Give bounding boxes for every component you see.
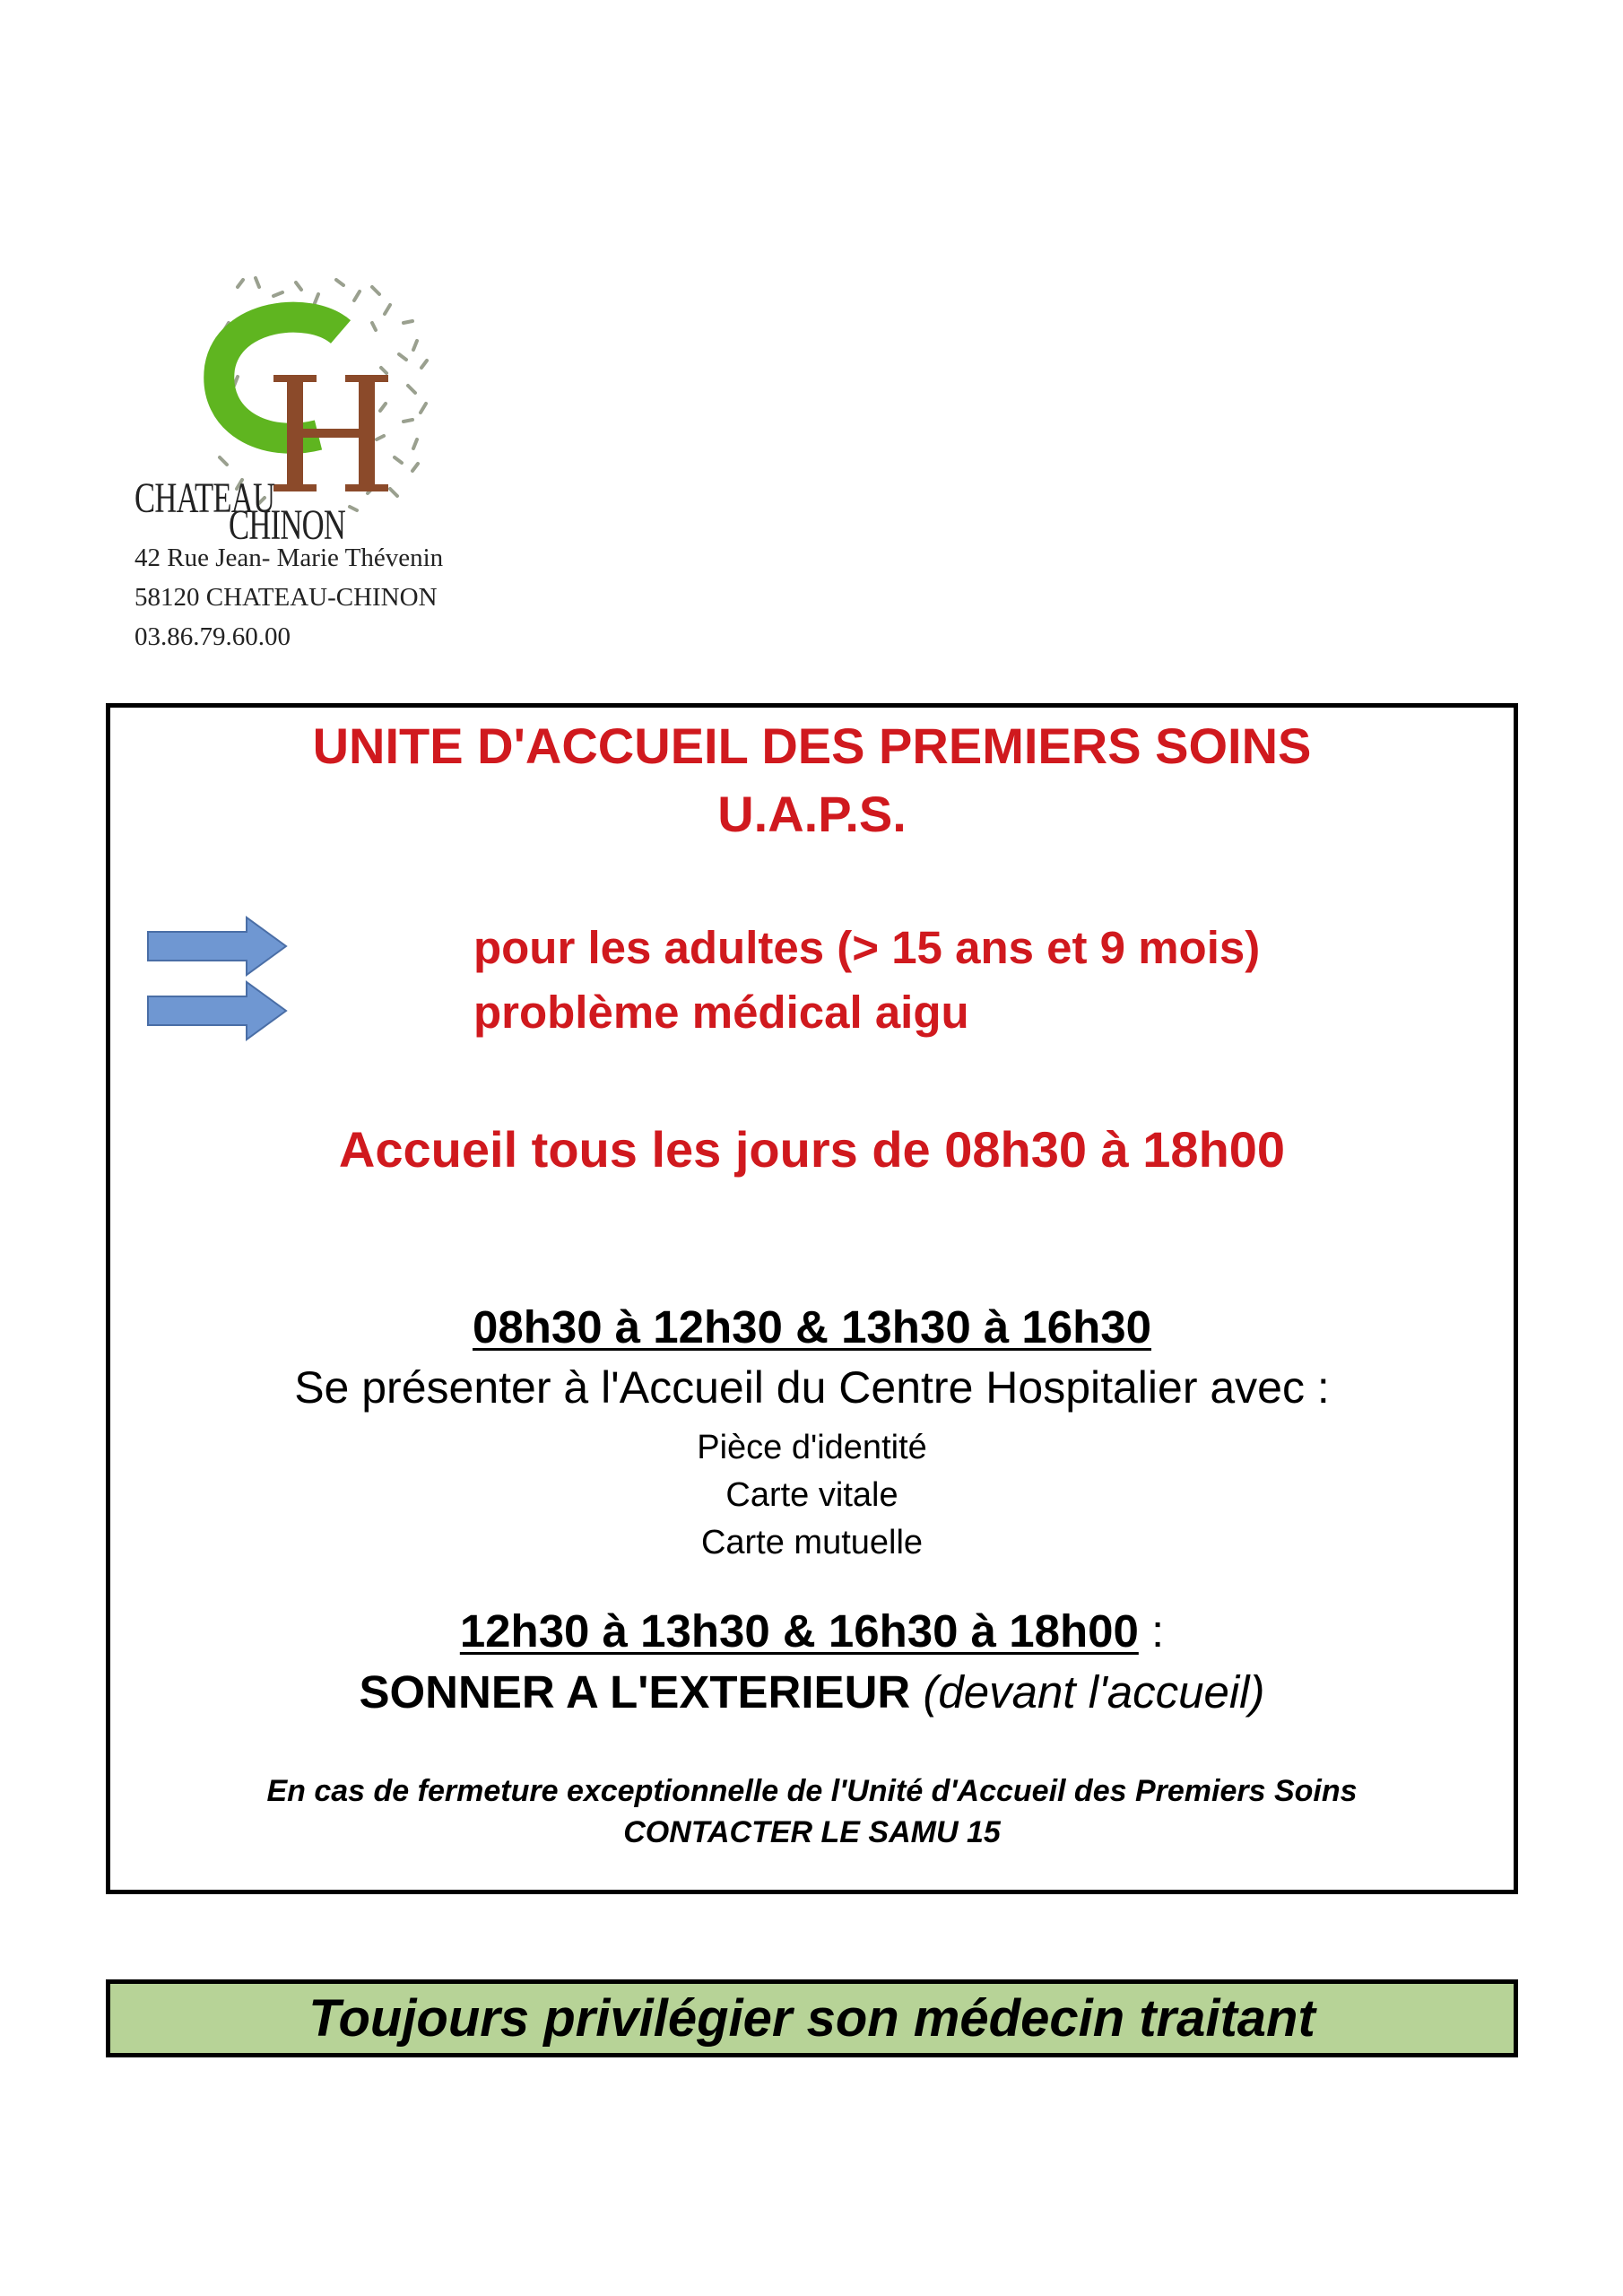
ring-location-text: (devant l'accueil) [910, 1666, 1265, 1718]
right-arrow-icon [146, 980, 290, 1041]
slot2-hours [110, 1605, 1514, 1657]
address-street: 42 Rue Jean- Marie Thévenin [135, 544, 444, 572]
document-item: Carte vitale [725, 1476, 898, 1514]
document-item: Pièce d'identité [697, 1429, 927, 1466]
unit-title: UNITE D'ACCUEIL DES PREMIERS SOINS [312, 718, 1312, 774]
slot1-hours [110, 1300, 1514, 1353]
logo-word-chateau: CHATEAU [135, 474, 275, 522]
slot2-hours-text: 12h30 à 13h30 & 16h30 à 18h00 [459, 1605, 1139, 1657]
footer-message: Toujours privilégier son médecin traitant [308, 1989, 1315, 2048]
ring-outside-text: SONNER A L'EXTERIEUR [359, 1666, 911, 1718]
right-arrow-icon [146, 916, 290, 977]
info-box [106, 703, 1518, 1894]
document-item: Carte mutuelle [700, 1524, 924, 1561]
footer-banner [106, 1979, 1518, 2057]
slot1-hours-text: 08h30 à 12h30 & 13h30 à 16h30 [472, 1301, 1151, 1352]
slot2-colon: : [1138, 1605, 1165, 1657]
address-city: 58120 CHATEAU-CHINON [135, 583, 438, 612]
unit-acronym: U.A.P.S. [717, 786, 907, 842]
phone-number: 03.86.79.60.00 [135, 622, 291, 651]
criteria-age: pour les adultes (> 15 ans et 9 mois) [473, 922, 1261, 973]
opening-hours: Accueil tous les jours de 08h30 à 18h00 [338, 1121, 1286, 1178]
slot2-instruction [110, 1665, 1514, 1718]
closure-note: En cas de fermeture exceptionnelle de l'Unité d'Accueil des Premiers Soins [266, 1774, 1358, 1808]
closure-contact: CONTACTER LE SAMU 15 [623, 1815, 1001, 1849]
criteria-medical: problème médical aigu [473, 987, 969, 1038]
logo-word-chinon: CHINON [229, 501, 346, 549]
slot1-instruction: Se présenter à l'Accueil du Centre Hospitalier avec : [294, 1362, 1330, 1413]
